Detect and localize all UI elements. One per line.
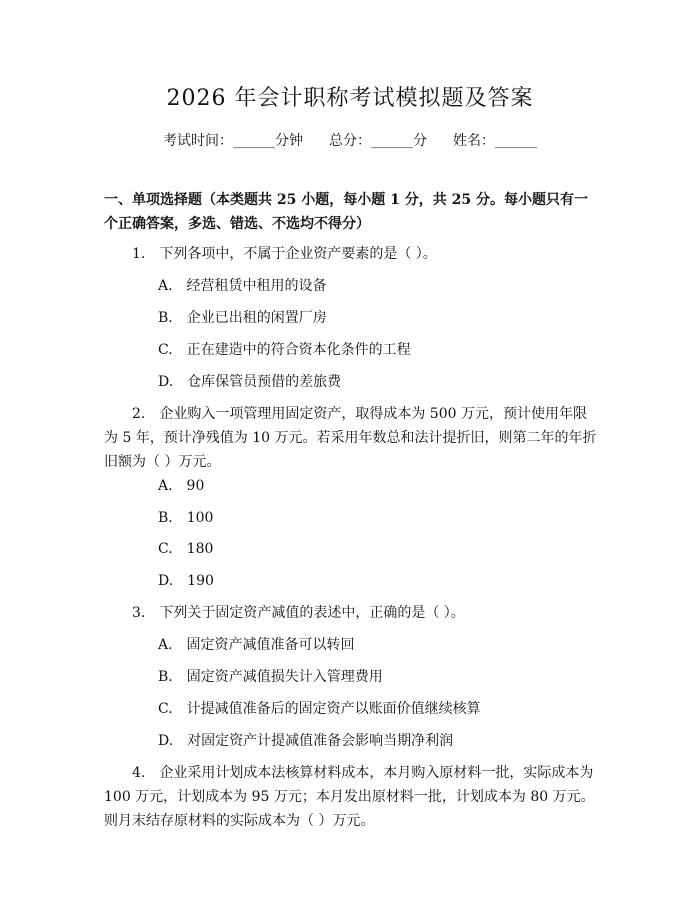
exam-time-field: 考试时间：______分钟: [163, 133, 303, 149]
question-2-option-c: C. 180: [158, 541, 214, 557]
question-2-stem: 2. 企业购入一项管理用固定资产，取得成本为 500 万元，预计使用年限为 5 年，预计净残值为 10 万元。若采用年数总和法计提折旧，则第二年的年折旧额为（ ）万元。: [104, 406, 597, 470]
question-3-option-a: A. 固定资产减值准备可以转回: [158, 637, 355, 653]
question-1-option-c: C. 正在建造中的符合资本化条件的工程: [158, 342, 411, 358]
question-3-stem: 3. 下列关于固定资产减值的表述中，正确的是（ ）。: [132, 605, 465, 621]
question-2-option-d: D. 190: [158, 573, 214, 589]
question-1-option-a: A. 经营租赁中租用的设备: [158, 278, 327, 294]
question-3-option-d: D. 对固定资产计提减值准备会影响当期净利润: [158, 733, 454, 749]
exam-info: [0, 130, 700, 152]
page-title: 2026 年会计职称考试模拟题及答案: [166, 86, 534, 111]
name-field: 姓名：______: [453, 133, 537, 149]
question-1-stem: 1. 下列各项中，不属于企业资产要素的是（ ）。: [132, 246, 437, 262]
question-1-option-b: B. 企业已出租的闲置厂房: [158, 310, 327, 326]
question-3-option-b: B. 固定资产减值损失计入管理费用: [158, 669, 383, 685]
question-2-option-a: A. 90: [158, 478, 205, 494]
section-heading: 一、单项选择题（本类题共 25 小题，每小题 1 分，共 25 分。每小题只有一个正确答案，多选、错选、不选均不得分）: [104, 192, 588, 232]
question-4-stem: 4. 企业采用计划成本法核算材料成本，本月购入原材料一批，实际成本为 100 万元，计划成本为 95 万元；本月发出原材料一批，计划成本为 80 万元。则月末结存原材料的实际成本为（ ）万元。: [104, 765, 595, 829]
total-score-field: 总分：______分: [329, 133, 427, 149]
question-2-option-b: B. 100: [158, 510, 214, 526]
question-3-option-c: C. 计提减值准备后的固定资产以账面价值继续核算: [158, 701, 481, 717]
question-1-option-d: D. 仓库保管员预借的差旅费: [158, 374, 342, 390]
